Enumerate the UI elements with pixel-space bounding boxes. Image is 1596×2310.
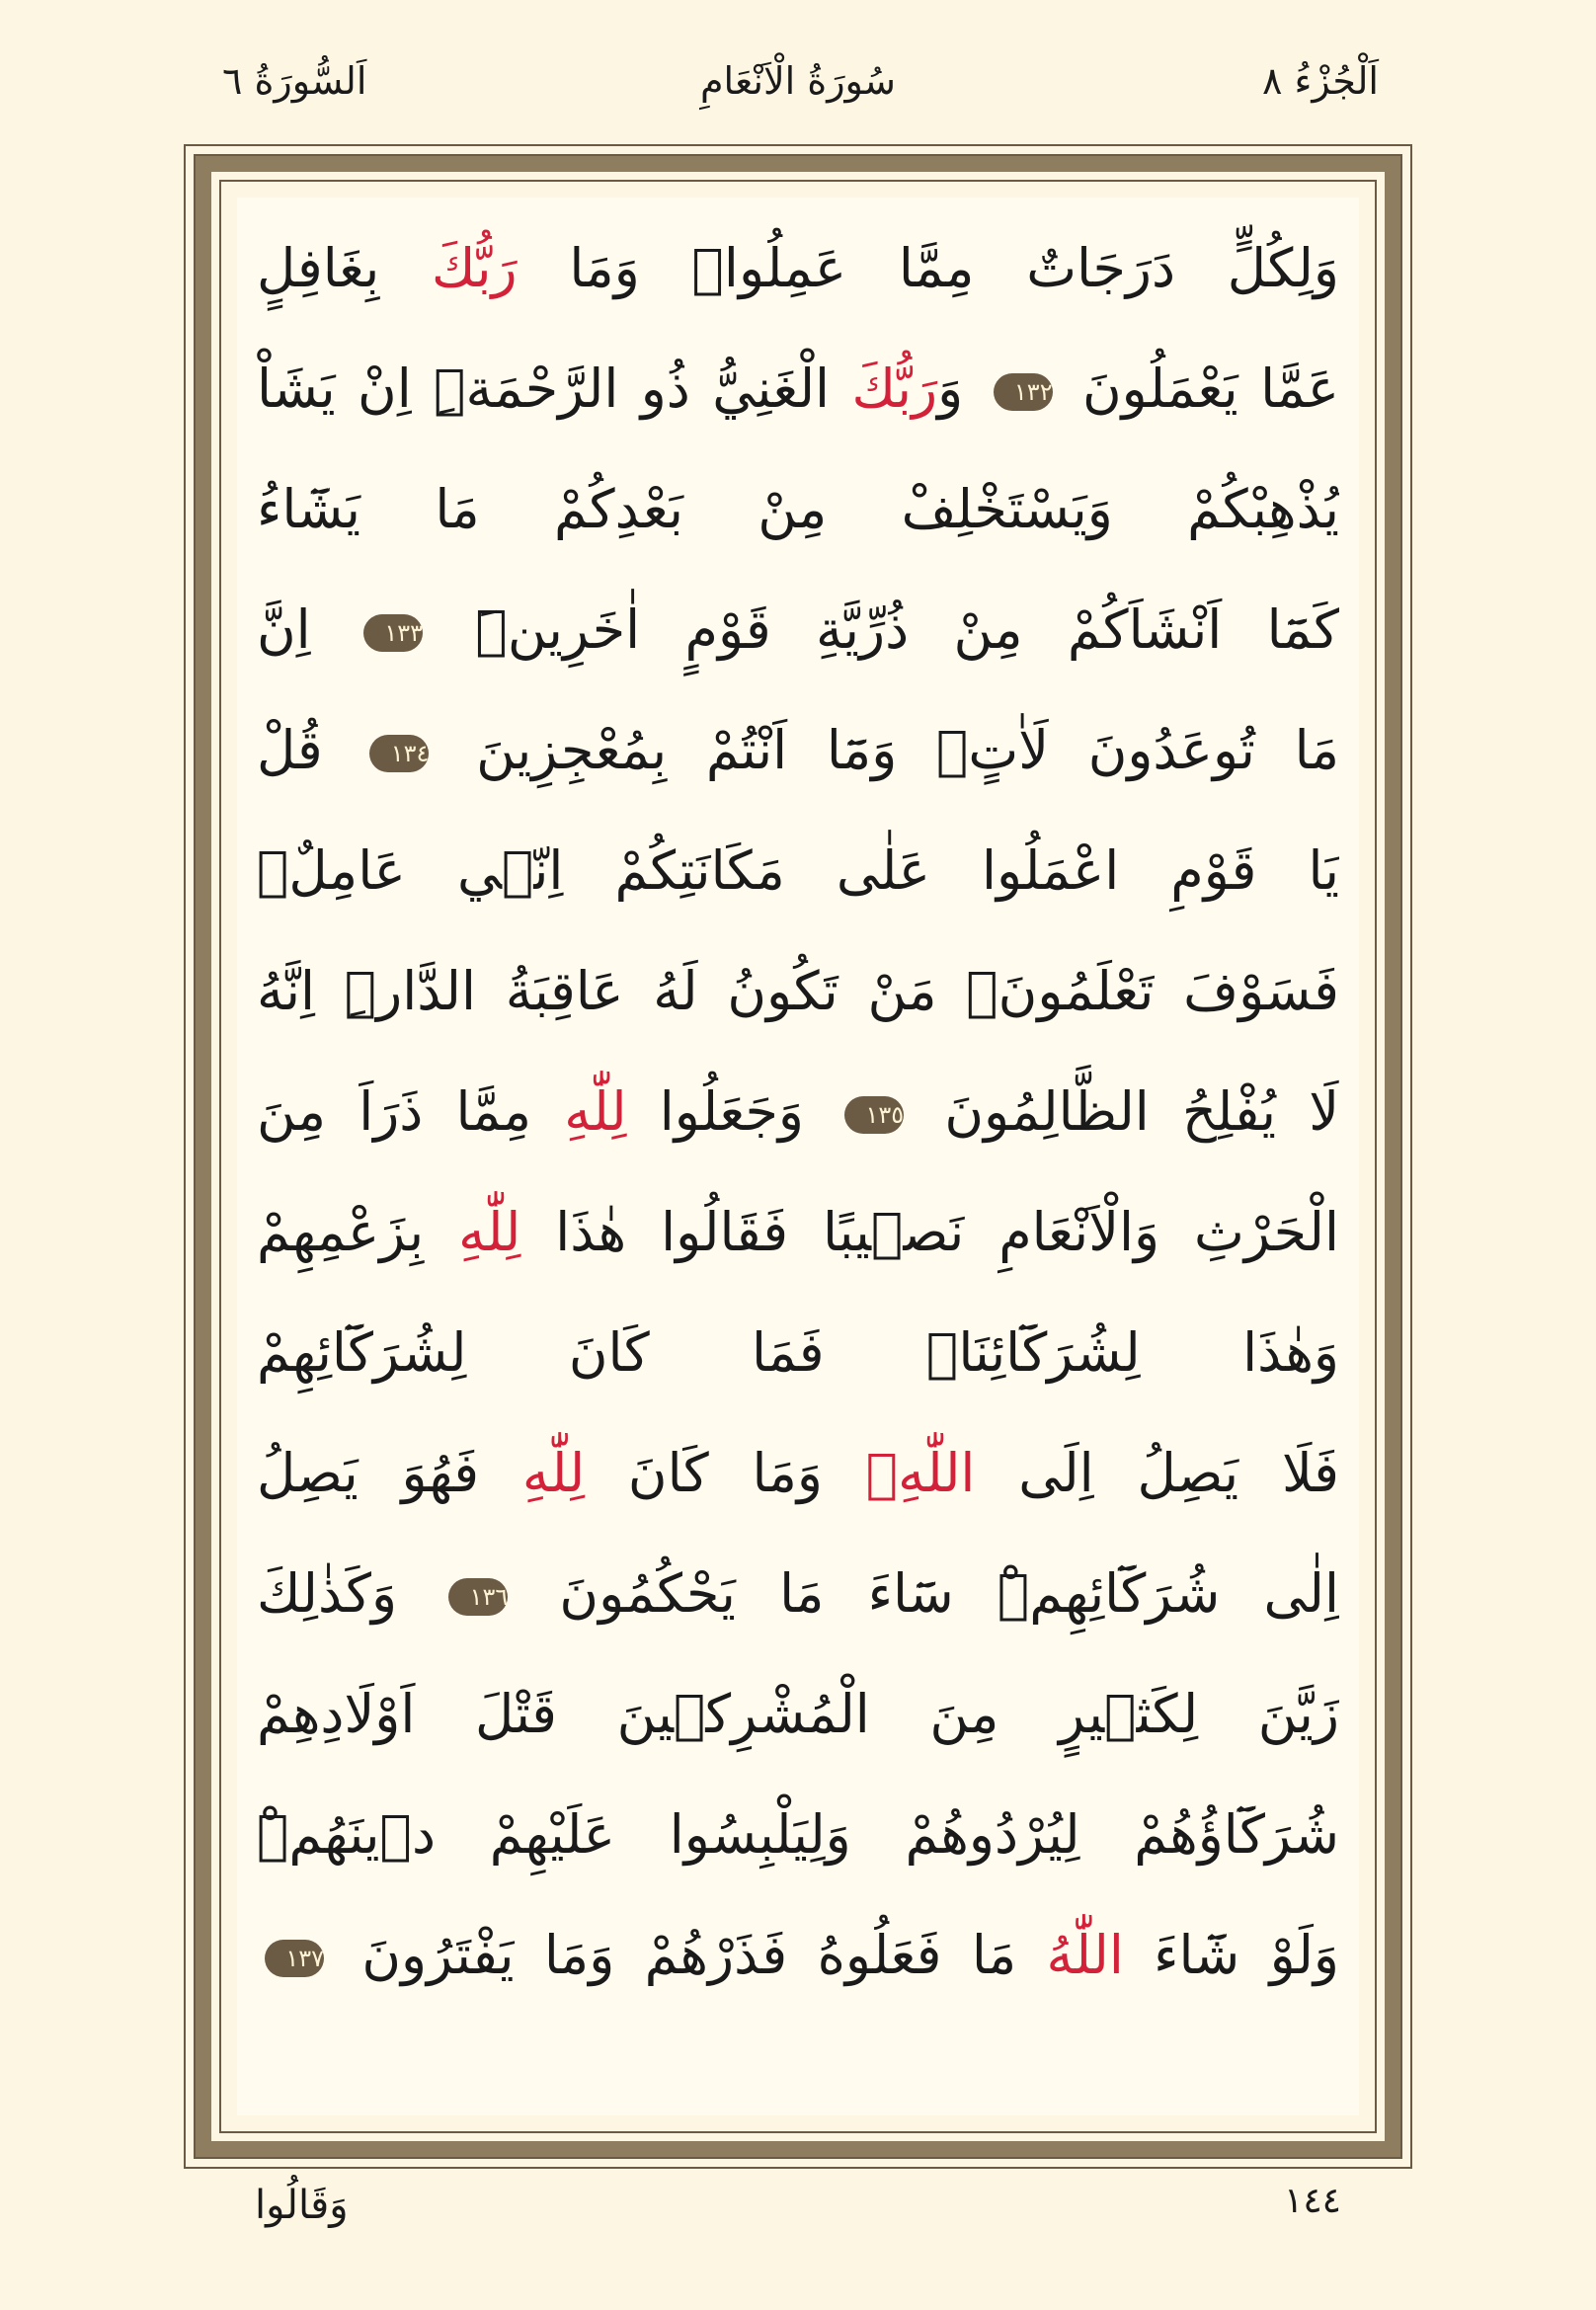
ayah-number-marker: ١٣٥ (844, 1096, 904, 1134)
verse-line (257, 1294, 1339, 1412)
ayah-number-marker: ١٣٦ (448, 1578, 508, 1616)
verse-text: اِنَّ (257, 598, 357, 661)
verse-text: عَمَّا يَعْمَلُونَ (1060, 358, 1339, 420)
verse-text: مَا تُوعَدُونَ لَاٰتٍۙ وَمَٓا اَنْتُمْ بِمُعْجِزِينَ (437, 719, 1339, 781)
verse-line (257, 1896, 1339, 2015)
divine-name-text: اللّٰهِ (865, 1442, 976, 1504)
ayah-number-marker: ١٣٧ (265, 1940, 324, 1977)
verse-text: وَلَوْ شَٓاءَ (1123, 1924, 1339, 1986)
verse-text: وَجَعَلُوا (626, 1080, 838, 1143)
verse-line (257, 1776, 1339, 1894)
verse-line (257, 1655, 1339, 1774)
verse-text: الْحَرْثِ وَالْاَنْعَامِ نَص۪يبًا فَقَالُوا هٰذَا (520, 1201, 1339, 1263)
verse-text: اِلٰى شُرَكَٓائِهِمْۜ سَٓاءَ مَا يَحْكُمُونَ (516, 1562, 1339, 1625)
verse-line (257, 812, 1339, 930)
verse-text: وَ (937, 358, 986, 420)
verse-line (257, 209, 1339, 328)
verse-line (257, 691, 1339, 810)
verse-text: وَكَذٰلِكَ (257, 1562, 441, 1625)
verse-line (257, 932, 1339, 1051)
catchword: وَقَالُوا (255, 2183, 349, 2228)
page-frame (184, 144, 1412, 2169)
divine-name-text: رَبُّكَ (431, 237, 518, 299)
quran-text-area (237, 198, 1359, 2115)
page-header (0, 59, 1596, 128)
verse-text: فَهُوَ يَصِلُ (257, 1442, 522, 1504)
verse-text: وَلِكُلٍّ دَرَجَاتٌ مِمَّا عَمِلُواۜ وَمَا (517, 237, 1339, 299)
verse-text: بِزَعْمِهِمْ (257, 1201, 459, 1263)
verse-line (257, 450, 1339, 569)
verse-line (257, 1173, 1339, 1292)
divine-name-text: لِلّٰهِ (458, 1201, 521, 1263)
verse-line (257, 571, 1339, 689)
verse-text: لَا يُفْلِحُ الظَّالِمُونَ (912, 1080, 1339, 1143)
surah-number-label: اَلسُّورَةُ ٦ (222, 59, 367, 103)
ayah-number-marker: ١٣٢ (994, 373, 1053, 411)
verse-text: ۚ وَمَا كَانَ (585, 1442, 866, 1504)
verse-text: شُرَكَٓاؤُهُمْ لِيُرْدُوهُمْ وَلِيَلْبِسُوا عَلَيْهِمْ د۪ينَهُمْۜ (257, 1803, 1339, 1866)
verse-line (257, 1053, 1339, 1171)
juz-label: اَلْجُزْءُ ٨ (1261, 59, 1379, 103)
divine-name-text: لِلّٰهِ (564, 1080, 627, 1143)
verse-text: وَهٰذَا لِشُرَكَٓائِنَاۚ فَمَا كَانَ لِشُرَكَٓائِهِمْ (257, 1321, 1339, 1384)
divine-name-text: لِلّٰهِ (521, 1442, 586, 1504)
verse-text: مَا فَعَلُوهُ فَذَرْهُمْ وَمَا يَفْتَرُونَ (332, 1924, 1047, 1986)
divine-name-text: اللّٰهُ (1046, 1924, 1124, 1986)
surah-title: سُورَةُ الْاَنْعَامِ (699, 59, 897, 103)
verse-text: يَا قَوْمِ اعْمَلُوا عَلٰى مَكَانَتِكُمْ اِنّ۪ي عَامِلٌۚ (257, 839, 1339, 902)
ayah-number-marker: ١٣٣ (363, 614, 423, 652)
verse-text: مِمَّا ذَرَاَ مِنَ (257, 1080, 565, 1143)
verse-text: بِغَافِلٍ (257, 237, 432, 299)
verse-text: فَسَوْفَ تَعْلَمُونَۙ مَنْ تَكُونُ لَهُ عَاقِبَةُ الدَّارِۜ اِنَّهُ (257, 960, 1339, 1022)
verse-line (257, 1414, 1339, 1533)
verse-text: كَمَٓا اَنْشَاَكُمْ مِنْ ذُرِّيَّةِ قَوْمٍ اٰخَرِينَۜ (431, 598, 1339, 661)
ayah-number-marker: ١٣٤ (369, 735, 429, 772)
verse-text: يُذْهِبْكُمْ وَيَسْتَخْلِفْ مِنْ بَعْدِكُمْ مَا يَشَٓاءُ (257, 478, 1339, 540)
verse-text: زَيَّنَ لِكَث۪يرٍ مِنَ الْمُشْرِك۪ينَ قَتْلَ اَوْلَادِهِمْ (257, 1683, 1339, 1745)
verse-text: الْغَنِيُّ ذُو الرَّحْمَةِۜ اِنْ يَشَاْ (257, 358, 852, 420)
divine-name-text: رَبُّكَ (851, 358, 938, 420)
verse-text: قُلْ (257, 719, 362, 781)
verse-line (257, 330, 1339, 448)
verse-line (257, 1535, 1339, 1653)
verse-text: فَلَا يَصِلُ اِلَى (975, 1442, 1339, 1504)
page-number: ١٤٤ (1284, 2181, 1342, 2221)
